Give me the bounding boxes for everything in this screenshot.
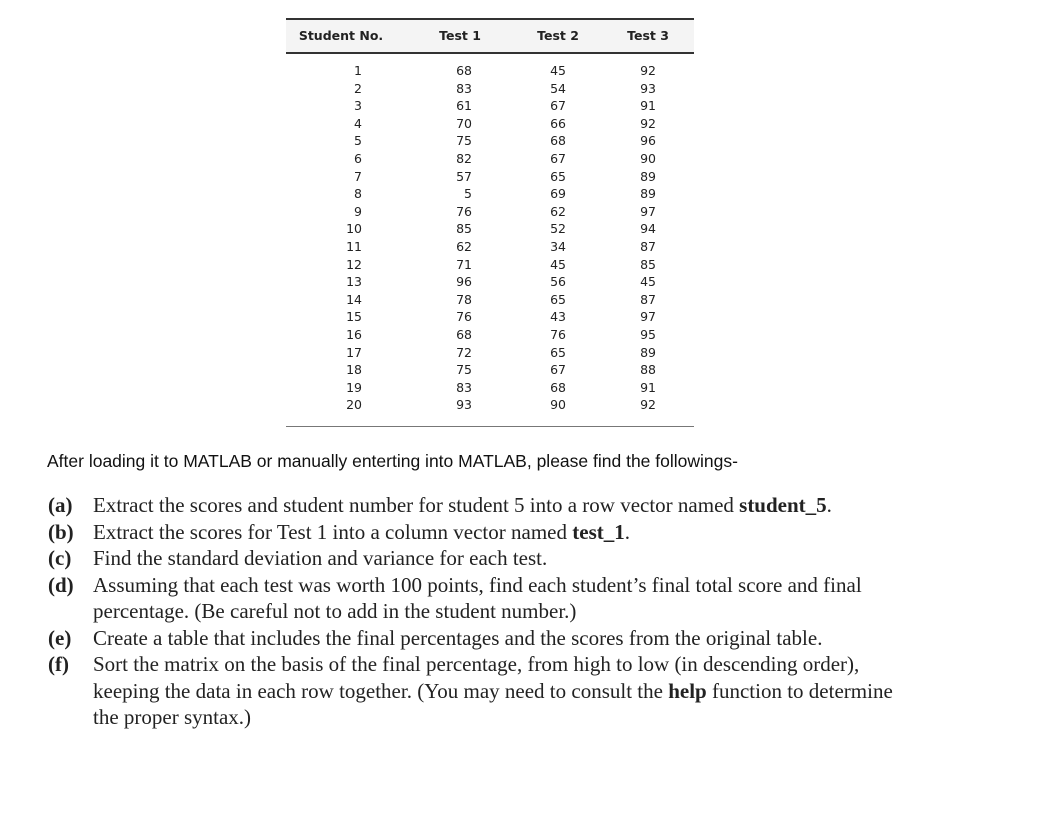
question-text-segment: Extract the scores and student number for student 5 into a row vector named bbox=[93, 493, 740, 517]
question-item bbox=[48, 545, 908, 572]
table-cell: 56 bbox=[550, 274, 566, 290]
table-cell: 13 bbox=[346, 274, 362, 290]
table-cell: 85 bbox=[640, 256, 656, 272]
question-item bbox=[48, 572, 908, 625]
table-cell: 68 bbox=[456, 63, 472, 78]
header-test-1: Test 1 bbox=[439, 28, 481, 43]
table-cell: 68 bbox=[550, 133, 566, 149]
table-cell: 5 bbox=[464, 186, 472, 202]
question-item bbox=[48, 625, 908, 652]
table-cell: 8 bbox=[354, 186, 362, 202]
table-row bbox=[286, 238, 694, 256]
table-cell: 82 bbox=[456, 150, 472, 166]
table-cell: 45 bbox=[550, 256, 566, 272]
table-cell: 89 bbox=[640, 344, 656, 360]
table-cell: 34 bbox=[550, 238, 566, 254]
question-label: (c) bbox=[48, 546, 72, 570]
table-cell: 76 bbox=[550, 326, 566, 342]
table-cell: 91 bbox=[640, 98, 656, 114]
table-cell: 72 bbox=[456, 344, 472, 360]
table-cell: 92 bbox=[640, 397, 656, 413]
table-row bbox=[286, 115, 694, 133]
table-body bbox=[286, 54, 694, 427]
question-label: (d) bbox=[48, 572, 74, 597]
table-row bbox=[286, 379, 694, 397]
table-cell: 96 bbox=[456, 274, 472, 290]
table-cell: 87 bbox=[640, 238, 656, 254]
table-cell: 20 bbox=[346, 397, 362, 413]
question-label: (a) bbox=[48, 493, 73, 517]
table-cell: 17 bbox=[346, 344, 362, 360]
table-cell: 76 bbox=[456, 203, 472, 219]
table-cell: 68 bbox=[456, 326, 472, 342]
question-text-segment: Sort the matrix on the basis of the final percentage, from high to low (in descending order), keeping the data in each row together. (You may need to consult the bbox=[93, 652, 860, 703]
table-row bbox=[286, 132, 694, 150]
table-cell: 12 bbox=[346, 256, 362, 272]
table-row bbox=[286, 396, 694, 414]
table-cell: 7 bbox=[354, 168, 362, 184]
table-cell: 16 bbox=[346, 326, 362, 342]
table-row bbox=[286, 97, 694, 115]
table-cell: 3 bbox=[354, 98, 362, 114]
table-cell: 11 bbox=[346, 238, 362, 254]
table-cell: 10 bbox=[346, 221, 362, 237]
table-cell: 78 bbox=[456, 291, 472, 307]
question-text-segment: . bbox=[826, 493, 832, 517]
table-cell: 87 bbox=[640, 291, 656, 307]
table-cell: 65 bbox=[550, 291, 566, 307]
table-cell: 43 bbox=[550, 309, 566, 325]
table-cell: 67 bbox=[550, 150, 566, 166]
table-cell: 89 bbox=[640, 168, 656, 184]
header-student-no: Student No. bbox=[298, 28, 384, 43]
table-cell: 68 bbox=[550, 379, 566, 395]
table-cell: 9 bbox=[354, 203, 362, 219]
question-label: (b) bbox=[48, 519, 74, 544]
table-row bbox=[286, 273, 694, 291]
question-text-segment: Find the standard deviation and variance for each test. bbox=[93, 546, 548, 570]
question-keyword: test_1 bbox=[572, 519, 625, 544]
scores-table bbox=[286, 18, 694, 427]
table-cell: 83 bbox=[456, 379, 472, 395]
table-cell: 92 bbox=[640, 115, 656, 131]
table-cell: 45 bbox=[640, 274, 656, 290]
table-row bbox=[286, 326, 694, 344]
intro-text: After loading it to MATLAB or manually enterting into MATLAB, please find the followings- bbox=[47, 451, 738, 471]
question-text bbox=[93, 493, 832, 517]
table-row bbox=[286, 256, 694, 274]
table-cell: 90 bbox=[640, 150, 656, 166]
question-text bbox=[93, 573, 862, 624]
table-cell: 65 bbox=[550, 344, 566, 360]
table-cell: 45 bbox=[550, 63, 566, 78]
table-cell: 91 bbox=[640, 379, 656, 395]
table-cell: 54 bbox=[550, 80, 566, 96]
question-text bbox=[93, 520, 630, 544]
table-row bbox=[286, 80, 694, 98]
table-cell: 67 bbox=[550, 362, 566, 378]
table-cell: 83 bbox=[456, 80, 472, 96]
table-cell: 5 bbox=[354, 133, 362, 149]
table-cell: 71 bbox=[456, 256, 472, 272]
table-row bbox=[286, 361, 694, 379]
question-label: (e) bbox=[48, 625, 72, 650]
table-cell: 69 bbox=[550, 186, 566, 202]
table-cell: 52 bbox=[550, 221, 566, 237]
table-cell: 90 bbox=[550, 397, 566, 413]
table-row bbox=[286, 150, 694, 168]
table-cell: 65 bbox=[550, 168, 566, 184]
table-row bbox=[286, 62, 694, 80]
table-cell: 57 bbox=[456, 168, 472, 184]
table-row bbox=[286, 344, 694, 362]
table-cell: 76 bbox=[456, 309, 472, 325]
table-row bbox=[286, 168, 694, 186]
table-cell: 66 bbox=[550, 115, 566, 131]
question-list bbox=[48, 492, 908, 731]
table-cell: 89 bbox=[640, 186, 656, 202]
table-cell: 92 bbox=[640, 63, 656, 78]
question-text-segment: Assuming that each test was worth 100 points, find each student’s final total score and final percentage. (Be careful not to add in the student number.) bbox=[93, 572, 862, 623]
question-text bbox=[93, 546, 547, 570]
table-cell: 62 bbox=[456, 238, 472, 254]
table-cell: 67 bbox=[550, 98, 566, 114]
table-cell: 1 bbox=[354, 63, 362, 78]
question-text-segment: . bbox=[624, 519, 630, 544]
question-item bbox=[48, 651, 908, 731]
table-cell: 94 bbox=[640, 221, 656, 237]
header-test-2: Test 2 bbox=[537, 28, 579, 43]
table-cell: 70 bbox=[456, 115, 472, 131]
table-row bbox=[286, 203, 694, 221]
table-cell: 96 bbox=[640, 133, 656, 149]
header-test-3: Test 3 bbox=[627, 28, 669, 43]
table-cell: 14 bbox=[346, 291, 362, 307]
table-cell: 18 bbox=[346, 362, 362, 378]
table-cell: 2 bbox=[354, 80, 362, 96]
table-cell: 95 bbox=[640, 326, 656, 342]
table-cell: 61 bbox=[456, 98, 472, 114]
table-cell: 15 bbox=[346, 309, 362, 325]
question-item bbox=[48, 519, 908, 546]
table-cell: 6 bbox=[354, 150, 362, 166]
question-text bbox=[93, 652, 893, 729]
question-text bbox=[93, 626, 822, 650]
table-cell: 97 bbox=[640, 203, 656, 219]
table-cell: 97 bbox=[640, 309, 656, 325]
question-text-segment: Extract the scores for Test 1 into a column vector named bbox=[93, 519, 573, 544]
table-cell: 4 bbox=[354, 115, 362, 131]
table-row bbox=[286, 220, 694, 238]
table-cell: 75 bbox=[456, 133, 472, 149]
table-cell: 85 bbox=[456, 221, 472, 237]
question-keyword: help bbox=[668, 678, 707, 703]
table-cell: 88 bbox=[640, 362, 656, 378]
table-cell: 62 bbox=[550, 203, 566, 219]
question-keyword: student_5 bbox=[739, 493, 827, 517]
question-label: (f) bbox=[48, 652, 69, 676]
question-text-segment: function to determine the proper syntax.) bbox=[93, 678, 893, 729]
table-row bbox=[286, 185, 694, 203]
table-cell: 75 bbox=[456, 362, 472, 378]
table-cell: 93 bbox=[456, 397, 472, 413]
question-text-segment: Create a table that includes the final percentages and the scores from the original table. bbox=[93, 625, 823, 650]
table-row bbox=[286, 291, 694, 309]
question-item bbox=[48, 492, 908, 519]
table-header bbox=[286, 18, 694, 54]
table-row bbox=[286, 308, 694, 326]
table-cell: 93 bbox=[640, 80, 656, 96]
table-cell: 19 bbox=[346, 379, 362, 395]
